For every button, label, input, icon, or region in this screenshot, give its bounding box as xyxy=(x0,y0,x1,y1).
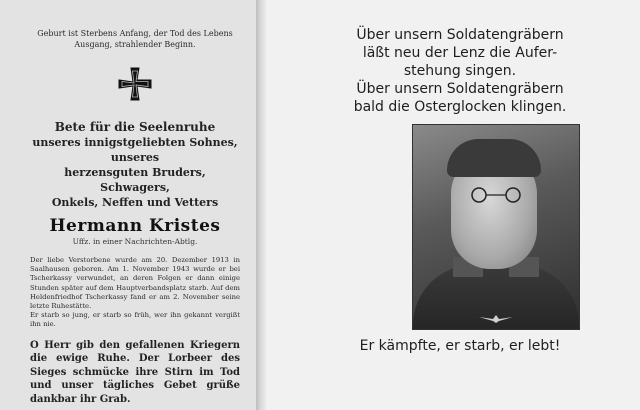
poem-line: stehung singen. xyxy=(403,63,517,79)
biography-text xyxy=(30,256,240,330)
deceased-rank: Uffz. in einer Nachrichten-Abtlg. xyxy=(72,237,198,246)
bio-paragraph: Er starb so jung, er starb so früh, wer ihn gekannt vergißt ihn nie. xyxy=(30,311,240,329)
prayer-line: Onkels, Neffen und Vetters xyxy=(51,196,219,209)
motto-text: Geburt ist Sterbens Anfang, der Tod des Lebens Ausgang, strahlender Beginn. xyxy=(37,29,233,49)
prayer-block xyxy=(30,120,240,210)
prayer-line: herzensguten Bruders, Schwagers, xyxy=(64,166,206,194)
bio-paragraph: Der liebe Verstorbene wurde am 20. Dezember 1913 in Saalhausen geboren. Am 1. November 1943 wurde er bei Tscherkassy verwundet, an deren Folgen er dann einige Stunden später auf dem Hauptverbandsplatz starb. Auf dem Heldenfriedhof Tscherkassy fand er am 2. November seine letzte Ruhestätte. xyxy=(30,256,240,311)
deceased-name: Hermann Kristes xyxy=(49,216,221,236)
prayer-line: unseres innigstgeliebten Sohnes, unseres xyxy=(32,136,238,164)
poem-line: Über unsern Soldatengräbern xyxy=(356,81,564,97)
poem-line: Über unsern Soldatengräbern xyxy=(356,27,564,43)
prayer-line: Bete für die Seelenruhe xyxy=(54,120,216,134)
glasses-icon xyxy=(461,187,531,203)
caption-text: Er kämpfte, er starb, er lebt! xyxy=(359,338,561,354)
poem-block xyxy=(300,26,620,116)
closing-prayer: O Herr gib den gefallenen Kriegern die ewige Ruhe. Der Lorbeer des Sieges schmücke ihre Stirn im Tod und unser tägliches Gebet grüße dankbar ihr Grab. xyxy=(30,339,240,405)
eagle-emblem-icon xyxy=(479,313,513,323)
soldier-portrait-photo xyxy=(412,124,580,330)
poem-line: läßt neu der Lenz die Aufer- xyxy=(362,45,558,61)
hair-shape xyxy=(447,139,541,177)
left-card-panel xyxy=(0,0,262,410)
iron-cross-icon xyxy=(30,66,240,102)
poem-line: bald die Osterglocken klingen. xyxy=(353,99,567,115)
